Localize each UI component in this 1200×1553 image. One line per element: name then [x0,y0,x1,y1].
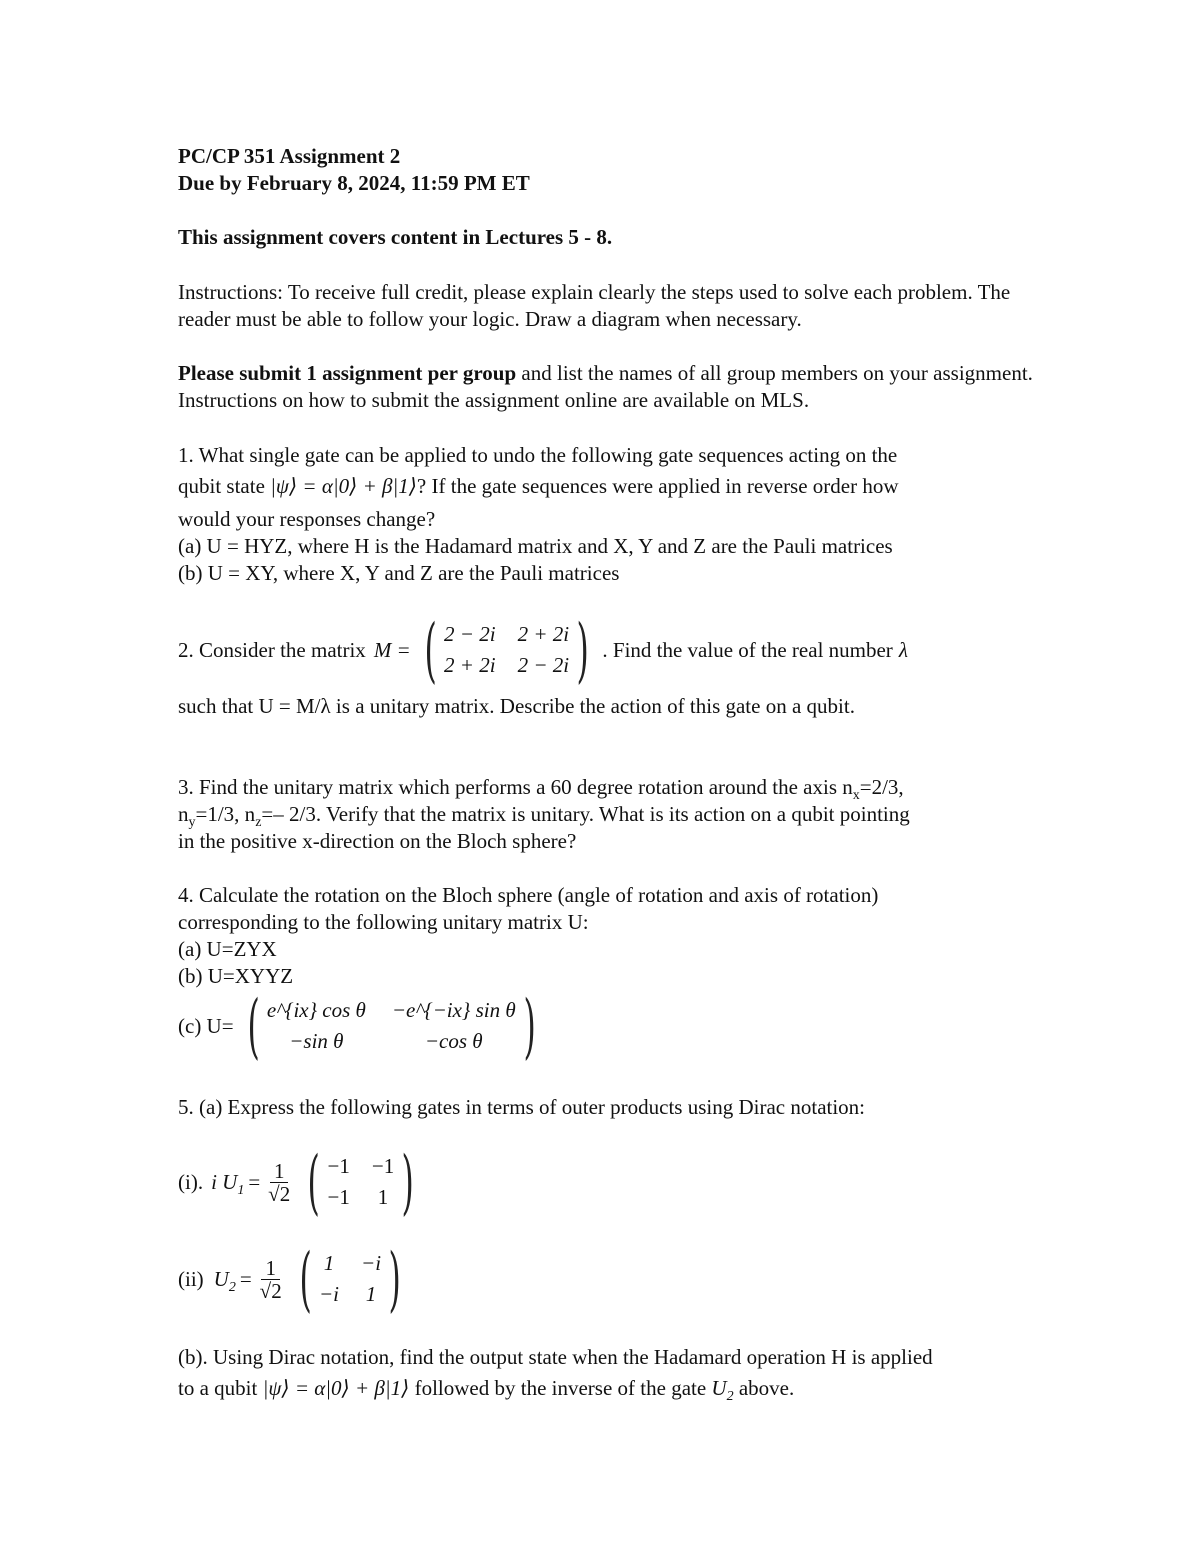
submission-paragraph [178,360,1038,414]
submission-rest: and list the names of all group members on your assignment. Instructions on how to submit the assignment online are available on MLS. [178,361,1033,412]
q4-part-c [178,985,549,1067]
q2-lhs: M = [373,637,411,662]
q4-line1: 4. Calculate the rotation on the Bloch sphere (angle of rotation and axis of rotation) [178,883,879,907]
q5-part-b-line1: (b). Using Dirac notation, find the output state when the Hadamard operation H is applied [178,1345,933,1369]
q2-matrix-cell: 2 − 2i [444,622,496,646]
q4-matrix: ( e^{ix} cos θ −e^{−ix} sin θ −sin θ −cos θ ) [247,985,536,1067]
q3-line1: 3. Find the unitary matrix which performs a 60 degree rotation around the axis $n_x=2/3$, [178,775,904,804]
q4-part-b: (b) U=XYYZ [178,964,294,988]
instructions-paragraph: Instructions: To receive full credit, please explain clearly the steps used to solve each problem. The reader must be able to follow your logic. Draw a diagram when necessary. [178,280,1011,331]
q3-line3: in the positive x-direction on the Bloch sphere? [178,829,577,853]
due-date: Due by February 8, 2024, 11:59 PM ET [178,171,530,195]
q5-i-lhs: i $U_1$ [211,1169,245,1198]
q2-line1 [178,609,908,691]
q4-part-a: (a) U=ZYX [178,937,277,961]
q4-matrix-cell: −sin θ [289,1029,344,1053]
q1-prefix: qubit state [178,474,271,498]
q5-ii-label: (ii) [178,1266,204,1291]
q1-suffix: ? If the gate sequences were applied in reverse order how [416,474,899,498]
q5-part-a: 5. (a) Express the following gates in terms of outer products using Dirac notation: [178,1095,866,1119]
q2-matrix-cell: 2 + 2i [444,653,496,677]
q5-part-b-line2: to a qubit |ψ⟩ = α|0⟩ + β|1⟩ followed by the inverse of the gate $U_2$ above. [178,1376,795,1405]
coverage-note: This assignment covers content in Lectures 5 - 8. [178,225,613,249]
q2-matrix: ( 2 − 2i 2 + 2i 2 + 2i 2 − 2i ) [424,609,589,691]
q1-state: |ψ⟩ = α|0⟩ + β|1⟩ [270,474,417,498]
q1-part-a: (a) U = HYZ, where H is the Hadamard matrix and X, Y and Z are the Pauli matrices [178,534,893,558]
submission-bold: Please submit 1 assignment per group [178,361,517,385]
q1-line1: 1. What single gate can be applied to undo the following gate sequences acting on the [178,443,898,467]
q4-matrix-cell: −e^{−ix} sin θ [391,998,516,1022]
q2-prefix: 2. Consider the matrix [178,637,366,662]
q5-ii-lhs: $U_2$ [213,1266,236,1295]
q5-i-label: (i). [178,1169,204,1194]
q1-line3: would your responses change? [178,507,436,531]
q2-lambda: λ [898,637,908,662]
one-over-root2: $\frac{1}{√2}$ [268,1158,291,1206]
q5-i-matrix: ( −1 −1 −1 1 ) [307,1141,415,1223]
one-over-root2: $\frac{1}{√2}$ [259,1255,282,1303]
q3-line2: $n_y=1/3$, $n_z=-$ 2/3. Verify that the matrix is unitary. What is its action on a qubit pointing [178,802,910,831]
q5-b-state: |ψ⟩ = α|0⟩ + β|1⟩ [262,1376,410,1400]
q2-line2: such that U = M/λ is a unitary matrix. Describe the action of this gate on a qubit. [178,694,855,718]
q1-line2 [178,473,1038,500]
q2-matrix-cell: 2 − 2i [517,653,570,677]
q2-suffix: . Find the value of the real number [602,637,893,662]
q4-c-label: (c) U= [178,1013,234,1038]
q5-gate-i: (i). i $U_1$ = $\frac{1}{√2}$ ( −1 −1 −1 1 ) [178,1150,428,1214]
q4-line2: corresponding to the following unitary matrix U: [178,910,589,934]
q5-gate-ii: (ii) $U_2$ = $\frac{1}{√2}$ ( 1 −i −i 1 ) [178,1247,414,1311]
q4-matrix-cell: −cos θ [424,1029,483,1053]
q4-matrix-cell: e^{ix} cos θ [266,998,366,1022]
assignment-title: PC/CP 351 Assignment 2 [178,144,401,168]
q2-matrix-cell: 2 + 2i [517,622,570,646]
q1-part-b: (b) U = XY, where X, Y and Z are the Pauli matrices [178,561,620,585]
q5-ii-matrix: ( 1 −i −i 1 ) [299,1238,401,1320]
